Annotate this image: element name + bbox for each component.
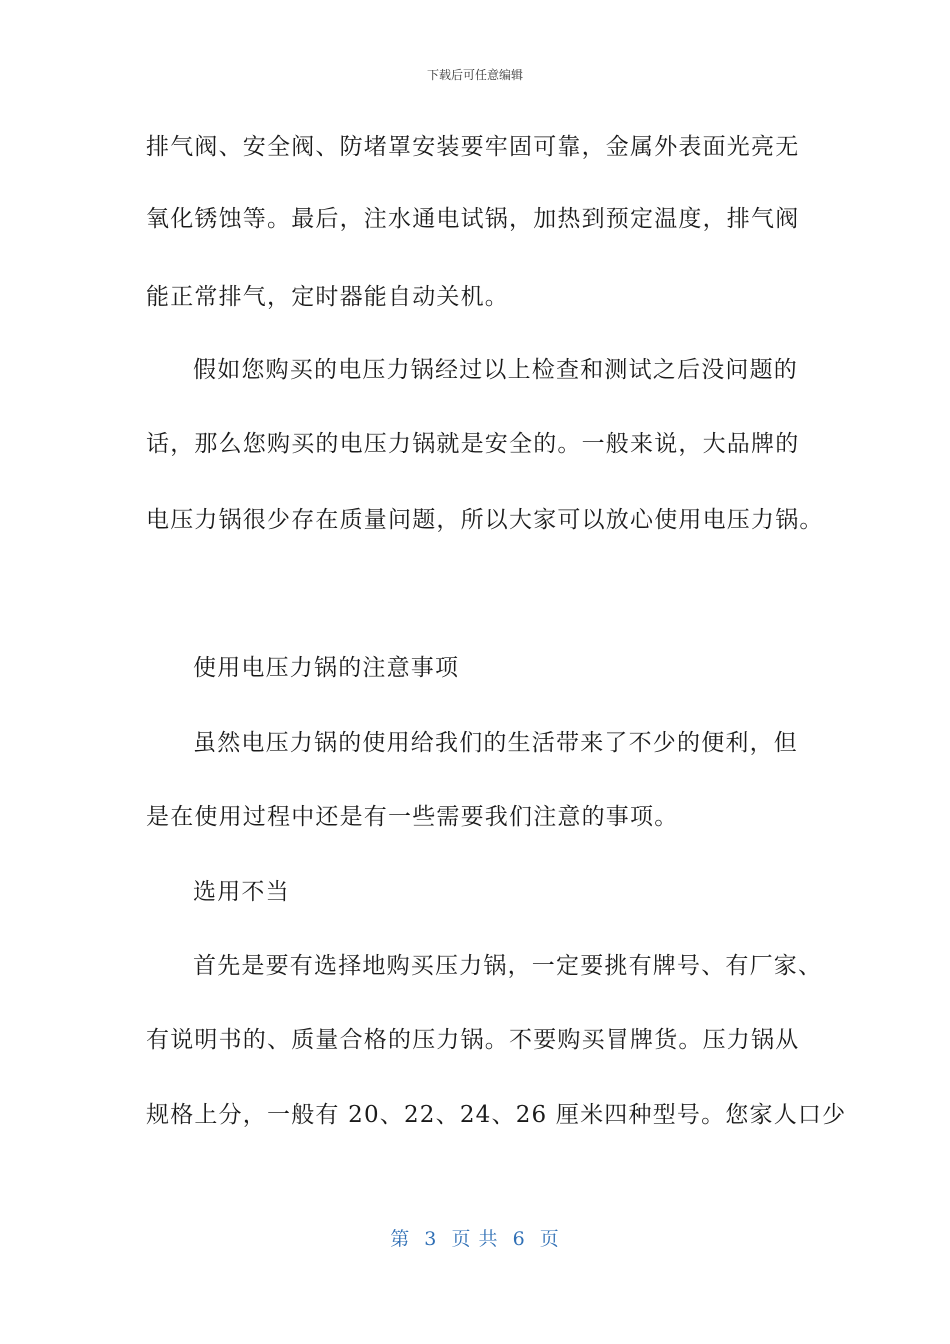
text-line: 电压力锅很少存在质量问题，所以大家可以放心使用电压力锅。: [146, 507, 824, 533]
text-line: 能正常排气，定时器能自动关机。: [146, 284, 509, 310]
text-line: 假如您购买的电压力锅经过以上检查和测试之后没问题的: [193, 357, 798, 383]
text-line: 虽然电压力锅的使用给我们的生活带来了不少的便利，但: [193, 730, 798, 756]
text-line: 排气阀、安全阀、防堵罩安装要牢固可靠，金属外表面光亮无: [146, 134, 800, 160]
page-number: 第 3 页 共 6 页: [390, 1228, 560, 1250]
text-line: 有说明书的、质量合格的压力锅。不要购买冒牌货。压力锅从: [146, 1027, 800, 1053]
text-line: 规格上分，一般有 20、22、24、26 厘米四种型号。您家人口少: [146, 1102, 847, 1128]
text-line: 是在使用过程中还是有一些需要我们注意的事项。: [146, 804, 679, 830]
subsection-heading: 选用不当: [193, 879, 290, 905]
text-line: 首先是要有选择地购买压力锅，一定要挑有牌号、有厂家、: [193, 953, 823, 979]
text-line: 话，那么您购买的电压力锅就是安全的。一般来说，大品牌的: [146, 431, 800, 457]
text-line: 氧化锈蚀等。最后，注水通电试锅，加热到预定温度，排气阀: [146, 206, 800, 232]
section-heading: 使用电压力锅的注意事项: [193, 655, 460, 681]
header-note: 下载后可任意编辑: [426, 68, 523, 82]
